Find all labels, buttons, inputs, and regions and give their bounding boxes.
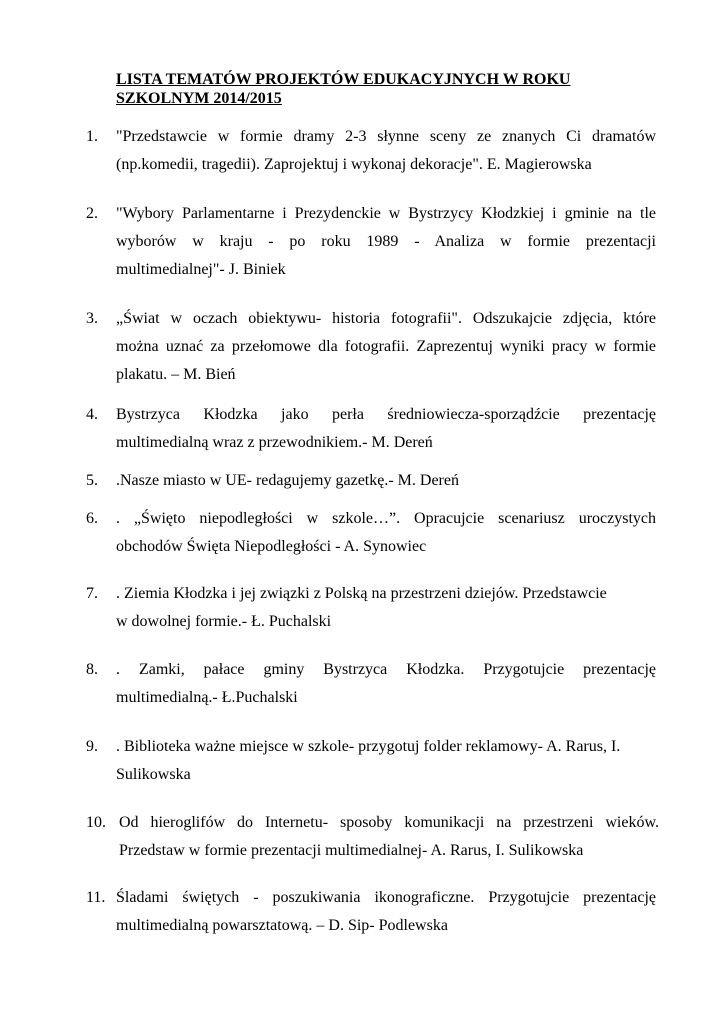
item-text bbox=[116, 733, 656, 789]
item-line: w dowolnej formie.- Ł. Puchalski bbox=[116, 613, 332, 630]
item-line: . Zamki, pałace gminy Bystrzyca Kłodzka. Przygotujcie prezentację bbox=[116, 661, 656, 678]
item-number: 6. bbox=[86, 510, 98, 527]
item-number: 1. bbox=[86, 128, 98, 145]
item-text bbox=[116, 401, 656, 457]
item-text bbox=[119, 809, 659, 865]
item-line: multimedialnej"- J. Biniek bbox=[116, 261, 286, 278]
item-line: wyborów w kraju - po roku 1989 - Analiza w formie prezentacji bbox=[116, 233, 656, 250]
item-line: multimedialną.- Ł.Puchalski bbox=[116, 689, 298, 706]
item-number: 8. bbox=[86, 661, 98, 678]
item-line: (np.komedii, tragedii). Zaprojektuj i wykonaj dekoracje". E. Magierowska bbox=[116, 156, 592, 173]
item-line: "Wybory Parlamentarne i Prezydenckie w Bystrzycy Kłodzkiej i gminie na tle bbox=[116, 205, 656, 222]
item-number: 9. bbox=[86, 738, 98, 755]
item-text bbox=[116, 505, 656, 561]
item-line: Przedstaw w formie prezentacji multimedialnej- A. Rarus, I. Sulikowska bbox=[119, 842, 584, 859]
item-number: 7. bbox=[86, 585, 98, 602]
item-line: „Świat w oczach obiektywu- historia fotografii". Odszukajcie zdjęcia, które bbox=[116, 310, 656, 327]
item-line: Bystrzyca Kłodzka jako perła średniowiecza-sporządźcie prezentację bbox=[116, 406, 656, 423]
item-line: . Ziemia Kłodzka i jej związki z Polską na przestrzeni dziejów. Przedstawcie bbox=[116, 585, 607, 602]
item-line: plakatu. – M. Bień bbox=[116, 366, 236, 383]
item-number: 2. bbox=[86, 205, 98, 222]
item-number: 5. bbox=[86, 472, 98, 489]
document-title: LISTA TEMATÓW PROJEKTÓW EDUKACYJNYCH W ROKU SZKOLNYM 2014/2015 bbox=[116, 71, 571, 107]
item-line: można uznać za przełomowe dla fotografii. Zaprezentuj wyniki pracy w formie bbox=[116, 338, 656, 355]
item-line: multimedialną powarsztatową. – D. Sip- Podlewska bbox=[116, 917, 448, 934]
item-number: 10. bbox=[86, 814, 106, 831]
item-text bbox=[116, 884, 656, 940]
item-line: Sulikowska bbox=[116, 766, 191, 783]
item-line: "Przedstawcie w formie dramy 2-3 słynne sceny ze znanych Ci dramatów bbox=[116, 128, 656, 145]
item-line: . Biblioteka ważne miejsce w szkole- przygotuj folder reklamowy- A. Rarus, I. bbox=[116, 738, 621, 755]
item-line: Śladami świętych - poszukiwania ikonograficzne. Przygotujcie prezentację bbox=[116, 889, 656, 906]
item-number: 11. bbox=[86, 889, 106, 906]
item-line: obchodów Święta Niepodległości - A. Synowiec bbox=[116, 538, 427, 555]
item-text bbox=[116, 123, 656, 179]
item-line: multimedialną wraz z przewodnikiem.- M. Dereń bbox=[116, 434, 433, 451]
item-line: . „Święto niepodległości w szkole…”. Opracujcie scenariusz uroczystych bbox=[116, 510, 656, 527]
item-number: 3. bbox=[86, 310, 98, 327]
item-line: Od hieroglifów do Internetu- sposoby komunikacji na przestrzeni wieków. bbox=[119, 814, 659, 831]
item-text bbox=[116, 656, 656, 712]
item-text bbox=[116, 200, 656, 284]
item-text bbox=[116, 580, 656, 636]
item-text bbox=[116, 305, 656, 389]
item-number: 4. bbox=[86, 406, 98, 423]
item-text bbox=[116, 467, 656, 495]
item-line: .Nasze miasto w UE- redagujemy gazetkę.- M. Dereń bbox=[116, 472, 459, 489]
